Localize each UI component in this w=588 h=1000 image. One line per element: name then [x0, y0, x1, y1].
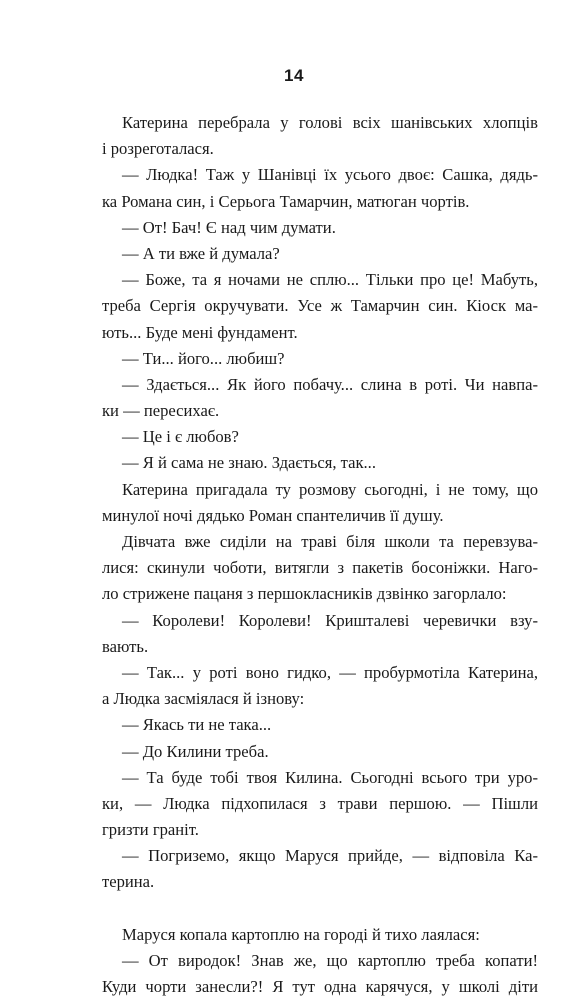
text-line: — А ти вже й думала? [122, 243, 280, 263]
text-line: — От виродок! Знав же, що картоплю треба копати! [122, 951, 538, 970]
page-number: 14 [284, 66, 304, 85]
text-line: — Ти... його... любиш? [122, 348, 285, 368]
text-line: вають. [102, 636, 149, 656]
text-line: — Так... у роті воно гидко, — пробурмотіла Катерина, [122, 662, 538, 682]
text-line: а Людка засміялася й ізнову: [102, 689, 305, 709]
text-line: — Я й сама не знаю. Здається, так... [122, 453, 376, 473]
text-line: — Здається... Як його побачу... слина в роті. Чи навпа- [122, 374, 538, 394]
text-line: — Та буде тобі твоя Килина. Сьогодні всього три уро- [122, 767, 538, 787]
text-line: — Якась ти не така... [122, 715, 272, 735]
text-line: Катерина пригадала ту розмову сьогодні, і не тому, що [122, 479, 538, 499]
text-line: і розреготалася. [102, 139, 214, 159]
text-line: — Людка! Таж у Шанівці їх усього двоє: Сашка, дядь- [122, 165, 538, 185]
text-line: Маруся копала картоплю на городі й тихо лаялася: [122, 924, 480, 944]
text-line: ка Романа син, і Серьога Тамарчин, матюган чортів. [102, 191, 470, 211]
text-line: треба Сергія окручувати. Усе ж Тамарчин син. Кіоск ма- [102, 296, 538, 316]
text-line: ють... Буде мені фундамент. [102, 322, 298, 342]
text-line: Дівчата вже сиділи на траві біля школи та перевзува- [122, 532, 538, 551]
text-line: — От! Бач! Є над чим думати. [122, 217, 336, 237]
text-line: терина. [102, 872, 155, 892]
text-line: ки — пересихає. [102, 401, 220, 421]
text-line: — Королеви! Королеви! Кришталеві черевички взу- [122, 610, 538, 630]
text-line: гризти граніт. [102, 820, 199, 840]
text-line: — Боже, та я ночами не сплю... Тільки про це! Мабуть, [122, 270, 538, 290]
text-line: — Погриземо, якщо Маруся прийде, — відповіла Ка- [122, 846, 538, 866]
text-line: Катерина перебрала у голові всіх шанівських хлопців [122, 113, 538, 132]
text-line: Куди чорти занесли?! Я тут одна карячуся, у школі діти [102, 977, 538, 997]
text-line: ки, — Людка підхопилася з трави першою. — Пішли [102, 793, 538, 813]
text-line: минулої ночі дядько Роман спантеличив її душу. [102, 505, 444, 525]
body-text [102, 110, 538, 1000]
text-line: — Це і є любов? [122, 427, 239, 447]
section-break [102, 896, 538, 922]
text-line: — До Килини треба. [122, 741, 269, 761]
text-line: лися: скинули чоботи, витягли з пакетів босоніжки. Наго- [102, 558, 538, 578]
text-line: ло стрижене пацаня з першокласників дзвінко загорлало: [102, 584, 507, 604]
